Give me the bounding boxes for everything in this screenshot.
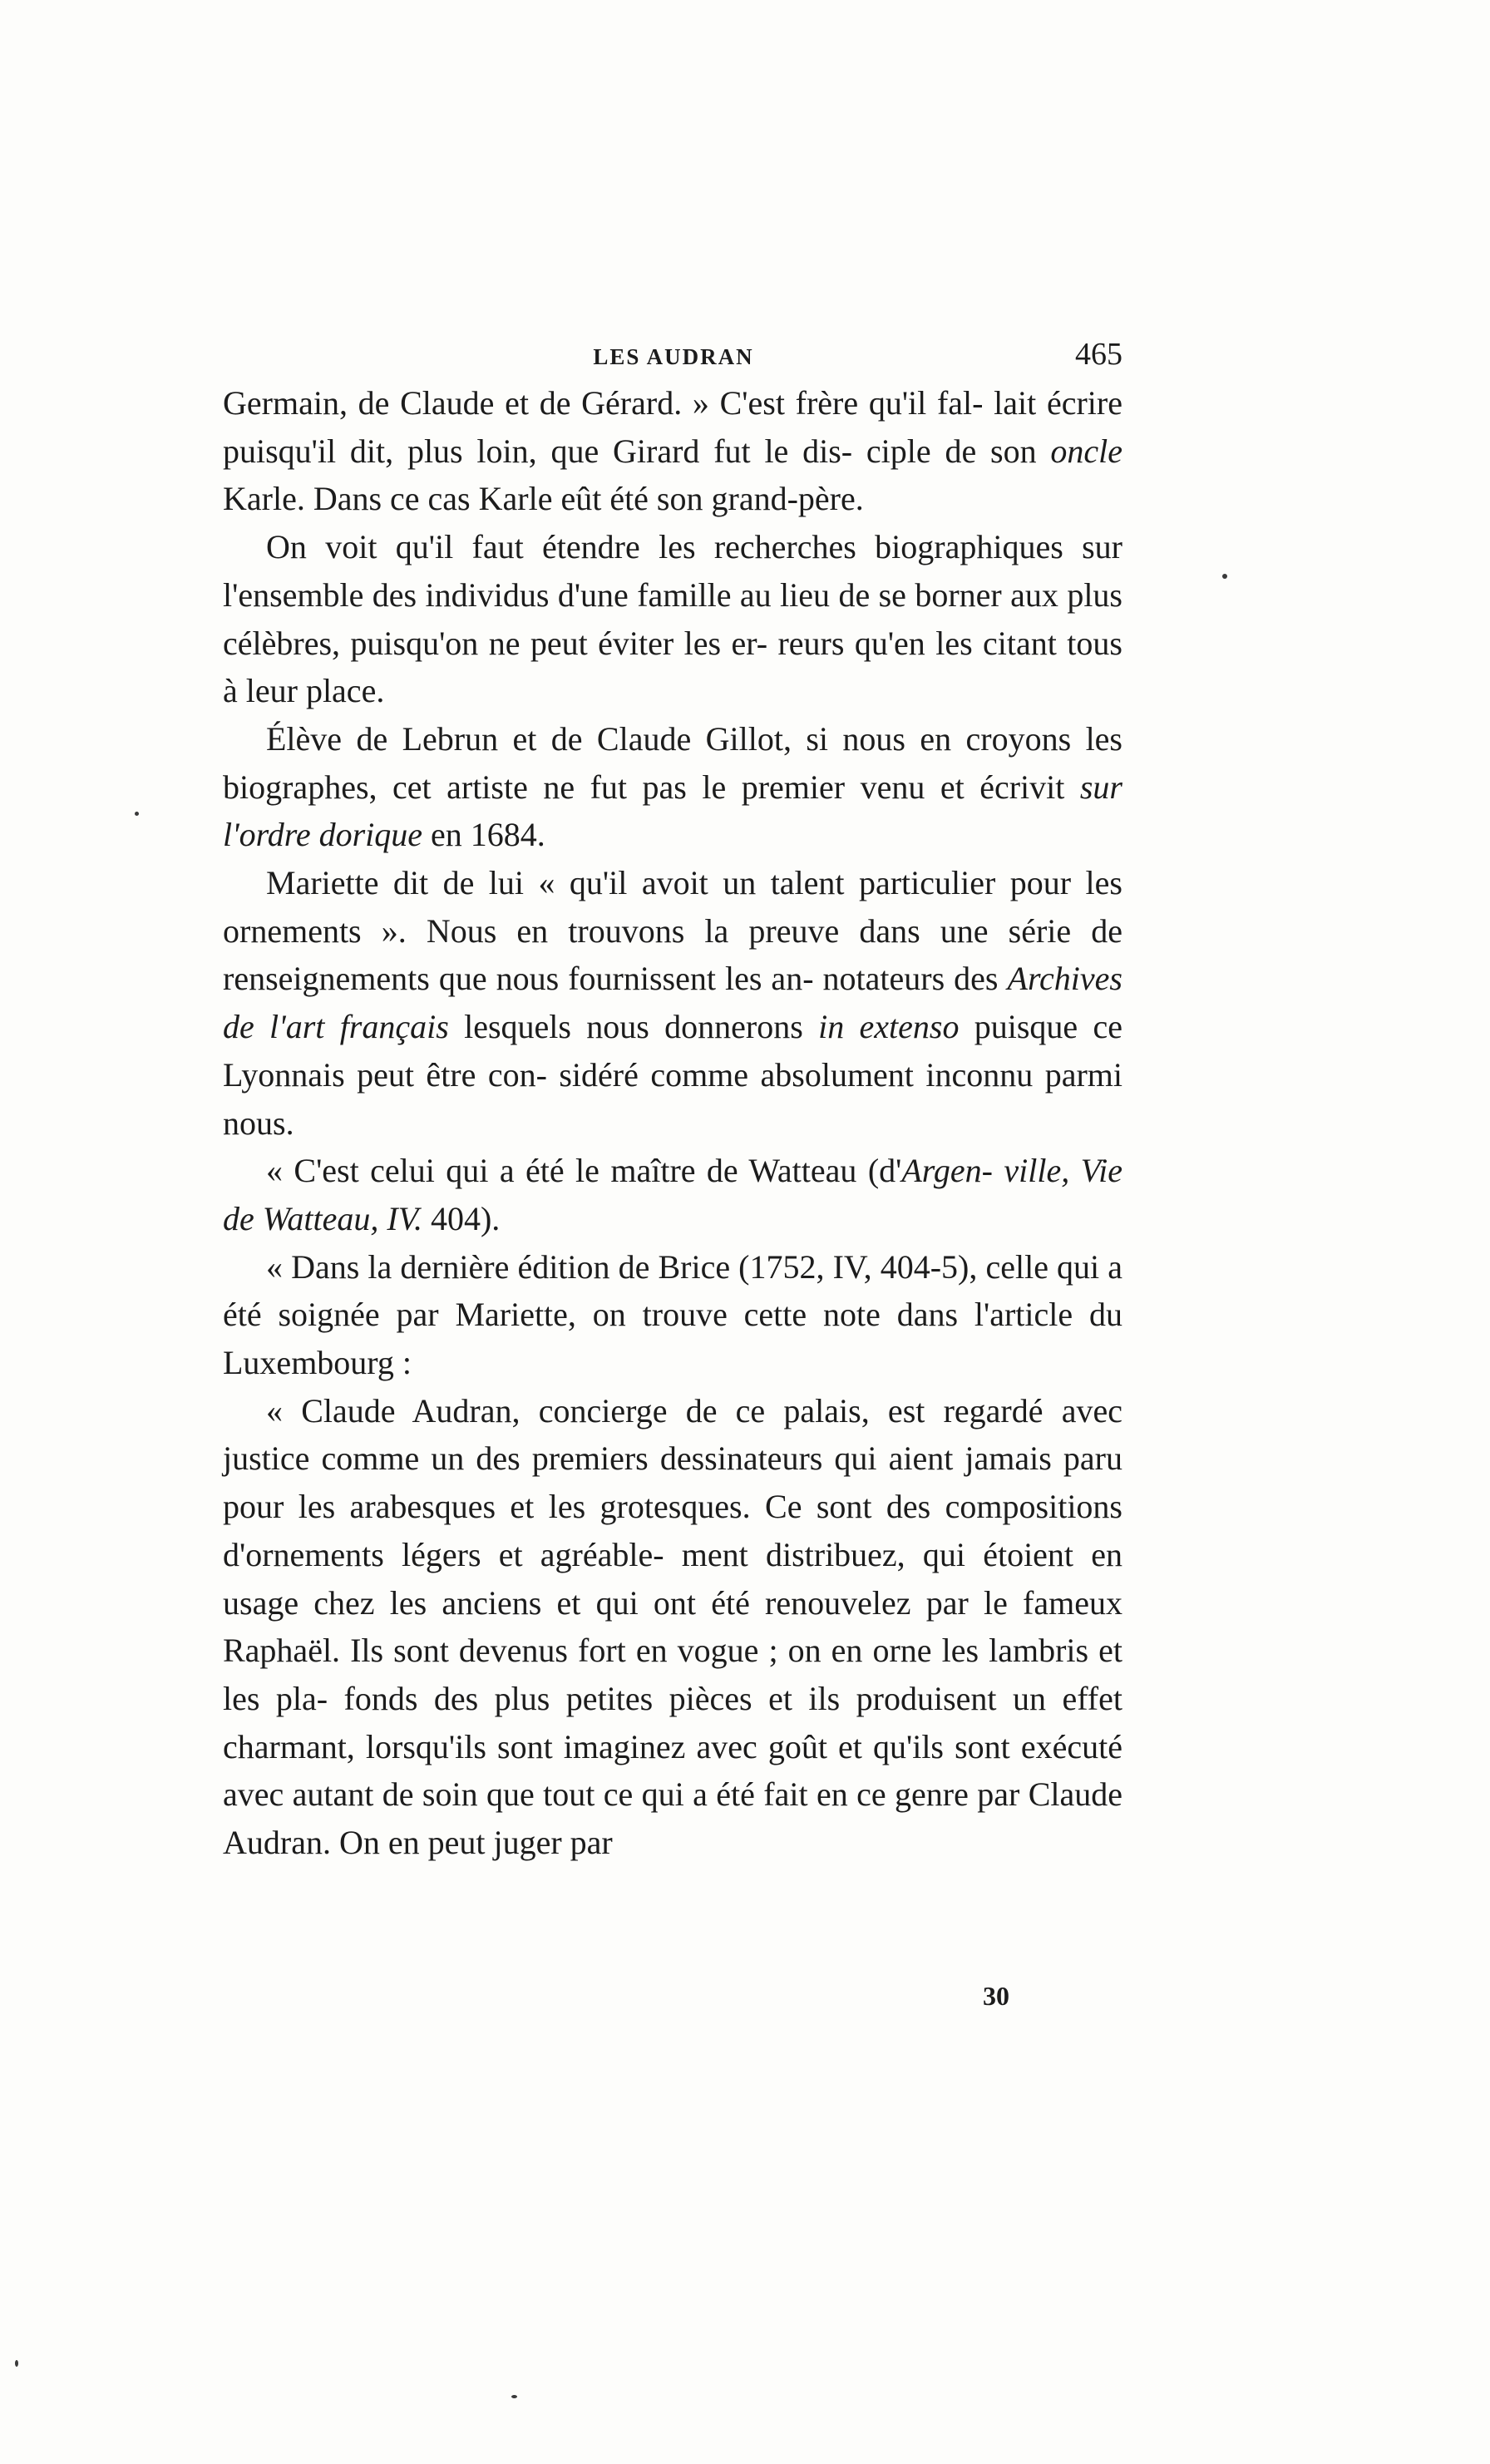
paragraph-1-text-b: Karle. Dans ce cas Karle eût été son grand-père. [223, 480, 864, 518]
paragraph-5-text-a: « C'est celui qui a été le maître de Watteau (d' [266, 1152, 902, 1190]
paragraph-1 [223, 379, 1122, 523]
page-number: 465 [1075, 337, 1122, 372]
paragraph-4 [223, 859, 1122, 1147]
paragraph-6: « Dans la dernière édition de Brice (1752, IV, 404-5), celle qui a été soignée par Mariette, on trouve cette note dans l'article du Luxembourg : [223, 1247, 1122, 1382]
paragraph-7: « Claude Audran, concierge de ce palais, est regardé avec justice comme un des premiers dessinateurs qui aient jamais paru pour les arabesques et les grotesques. Ce sont des compositions d'ornements légers et agréable- ment distribuez, qui étoient en usage chez les anciens et qui ont été renouvelez par le fameux Raphaël. Ils sont devenus fort en vogue ; on en orne les lambris et les pla- fonds des plus petites pièces et ils produisent un effet charmant, lorsqu'ils sont imaginez avec goût et qu'ils sont exécuté avec autant de soin que tout ce qui a été fait en ce genre par Claude Audran. On en peut juger par [223, 1391, 1122, 1862]
paragraph-3-text-b: en 1684. [422, 816, 545, 854]
paragraph-2: On voit qu'il faut étendre les recherches biographiques sur l'ensemble des individus d'une famille au lieu de se borner aux plus célèbres, puisqu'on ne peut éviter les er- reurs qu'en les citant tous à leur place. [223, 528, 1122, 710]
paragraph-4-text-c: puisque ce Lyonnais peut être con- sidéré comme absolument inconnu parmi nous. [223, 1008, 1122, 1142]
paragraph-4-text-b: lesquels nous donnerons [448, 1008, 819, 1046]
paragraph-1-italic: oncle [1050, 432, 1122, 470]
ink-speck [511, 2395, 517, 2398]
paragraph-5-text-b: 404). [422, 1199, 501, 1237]
signature-mark: 30 [983, 1981, 1009, 2011]
ink-speck [15, 2360, 18, 2367]
running-title: LES AUDRAN [593, 344, 754, 369]
paragraph-4-italic-1: Archives de l'art français [223, 960, 1122, 1046]
paragraph-5-italic: Argen- ville, Vie de Watteau, IV. [223, 1152, 1122, 1237]
paragraph-4-italic-2: in extenso [818, 1008, 960, 1046]
paragraph-3 [223, 715, 1122, 859]
paragraph-4-text-a: Mariette dit de lui « qu'il avoit un talent particulier pour les ornements ». Nous en trouvons la preuve dans une série de renseignements que nous fournissent les an- notateurs des [223, 864, 1122, 998]
body-text [223, 379, 1122, 1867]
ink-speck [135, 812, 139, 816]
paragraph-5 [223, 1147, 1122, 1242]
ink-speck [1222, 574, 1227, 579]
paragraph-3-italic: sur l'ordre dorique [223, 768, 1122, 854]
running-head [224, 336, 1122, 378]
paragraph-1-text-a: Germain, de Claude et de Gérard. » C'est frère qu'il fal- lait écrire puisqu'il dit, plus loin, que Girard fut le dis- ciple de son [223, 384, 1122, 470]
paragraph-3-text-a: Élève de Lebrun et de Claude Gillot, si nous en croyons les biographes, cet artiste ne fut pas le premier venu et écrivit [223, 719, 1122, 806]
